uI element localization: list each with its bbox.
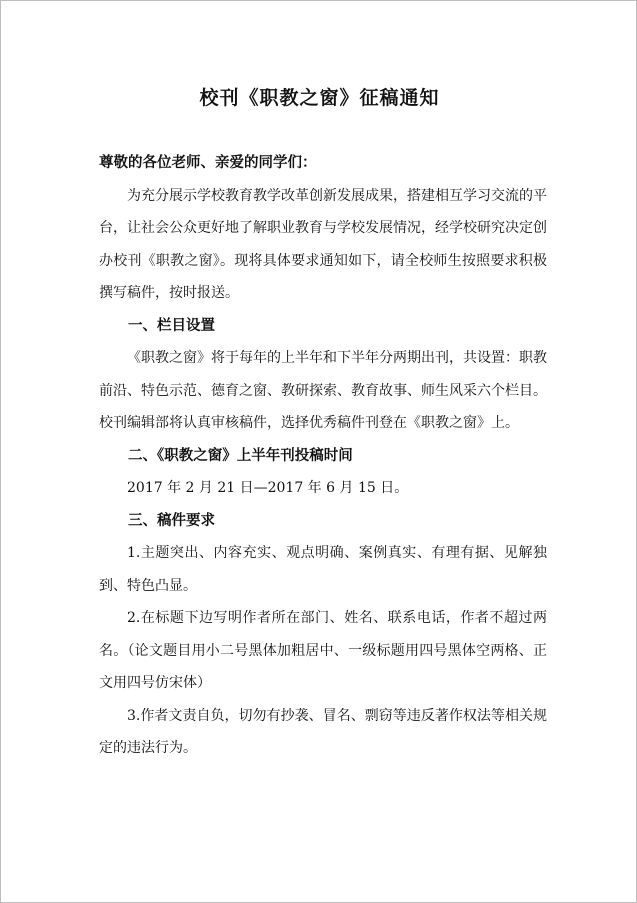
requirement-item-1: 1.主题突出、内容充实、观点明确、案例真实、有理有据、见解独到、特色凸显。: [99, 545, 547, 594]
requirement-item-2: 2.在标题下边写明作者所在部门、姓名、联系电话，作者不超过两名。（论文题目用小二号黑体加粗居中、一级标题用四号黑体空两格、正文用四号仿宋体）: [99, 610, 547, 691]
intro-paragraph: 为充分展示学校教育教学改革创新发展成果，搭建相互学习交流的平台，让社会公众更好地了解职业教育与学校发展情况，经学校研究决定创办校刊《职教之窗》。现将具体要求通知如下，请全校师生按照要求积极撰写稿件，按时报送。: [99, 187, 547, 301]
requirement-item-3: 3.作者文责自负，切勿有抄袭、冒名、剽窃等违反著作权法等相关规定的违法行为。: [99, 707, 547, 756]
section-heading-requirements: 三、稿件要求: [128, 512, 215, 529]
greeting: 尊敬的各位老师、亲爱的同学们：: [99, 155, 317, 171]
section-columns-paragraph: 《职教之窗》将于每年的上半年和下半年分两期出刊，共设置：职教前沿、特色示范、德育之窗、教研探索、教育故事、师生风采六个栏目。校刊编辑部将认真审核稿件，选择优秀稿件刊登在《职教之窗》上。: [99, 350, 547, 431]
document-body: [99, 147, 547, 765]
section-submission-time-paragraph: 2017 年 2 月 21 日—2017 年 6 月 15 日。: [127, 480, 409, 496]
page-title: 校刊《职教之窗》征稿通知: [199, 87, 440, 109]
section-heading-submission-time: 二、《职教之窗》上半年刊投稿时间: [128, 447, 353, 464]
section-heading-columns: 一、栏目设置: [128, 317, 215, 334]
